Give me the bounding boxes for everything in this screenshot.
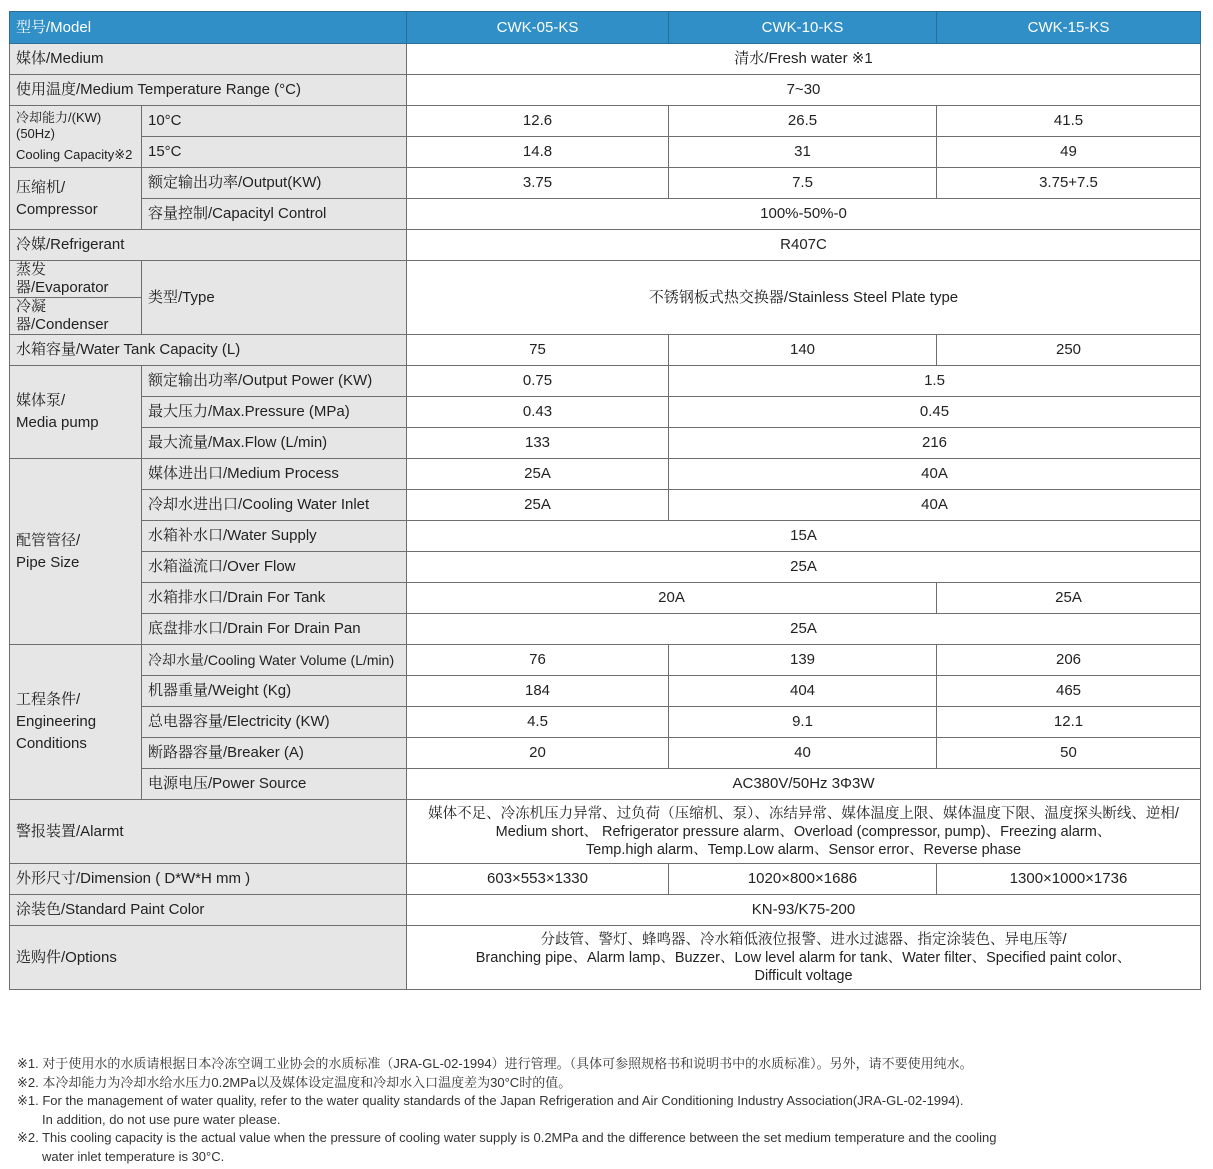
row-paint xyxy=(10,895,1201,926)
eng-label-en1: Engineering xyxy=(16,713,97,730)
eng-sub-weight: 机器重量/Weight (Kg) xyxy=(142,676,407,707)
header-model-1: CWK-05-KS xyxy=(407,12,669,44)
refrigerant-label: 冷媒/Refrigerant xyxy=(10,230,407,261)
row-eng-weight xyxy=(10,676,1201,707)
pump-pressure-m23: 0.45 xyxy=(669,397,1201,428)
pipe-drain-tank-m12: 20A xyxy=(407,583,937,614)
paint-value: KN-93/K75-200 xyxy=(407,895,1201,926)
row-options xyxy=(10,926,1201,990)
eng-electricity-m1: 4.5 xyxy=(407,707,669,738)
note-1-en: ※1. For the management of water quality, refer to the water quality standards of the Japan Refrigeration and Air Conditioning Industry Association(JRA-GL-02-1994). xyxy=(17,1093,964,1108)
eng-label xyxy=(10,645,142,800)
pipe-sub-overflow: 水箱溢流口/Over Flow xyxy=(142,552,407,583)
header-model: 型号/Model xyxy=(10,12,407,44)
note-2-en: ※2. This cooling capacity is the actual value when the pressure of cooling water supply is 0.2MPa and the difference between the set medium temperature and the cooling xyxy=(17,1130,997,1145)
cooling-10-m1: 12.6 xyxy=(407,106,669,137)
cooling-sub-10: 10°C xyxy=(142,106,407,137)
cooling-15-m1: 14.8 xyxy=(407,137,669,168)
pump-output-m1: 0.75 xyxy=(407,366,669,397)
pipe-drain-pan-value: 25A xyxy=(407,614,1201,645)
row-refrigerant xyxy=(10,230,1201,261)
eng-water-m3: 206 xyxy=(937,645,1201,676)
pump-sub-output: 额定输出功率/Output Power (KW) xyxy=(142,366,407,397)
compressor-sub-output: 额定输出功率/Output(KW) xyxy=(142,168,407,199)
row-medium xyxy=(10,44,1201,75)
pipe-overflow-value: 25A xyxy=(407,552,1201,583)
dimension-m2: 1020×800×1686 xyxy=(669,864,937,895)
cooling-label-en: Cooling Capacity※2 xyxy=(16,147,133,163)
row-pipe-drain-pan xyxy=(10,614,1201,645)
header-row xyxy=(10,12,1201,44)
row-pump-output xyxy=(10,366,1201,397)
cooling-15-m2: 31 xyxy=(669,137,937,168)
condenser-label: 冷凝器/Condenser xyxy=(10,298,142,335)
header-model-3: CWK-15-KS xyxy=(937,12,1201,44)
pipe-medium-m1: 25A xyxy=(407,459,669,490)
eng-breaker-m2: 40 xyxy=(669,738,937,769)
pump-sub-flow: 最大流量/Max.Flow (L/min) xyxy=(142,428,407,459)
row-eng-breaker xyxy=(10,738,1201,769)
cooling-label-cn: 冷却能力/(KW)(50Hz) xyxy=(16,110,102,141)
eng-weight-m2: 404 xyxy=(669,676,937,707)
pipe-cooling-m1: 25A xyxy=(407,490,669,521)
eng-label-en2: Conditions xyxy=(16,735,87,752)
pipe-sub-drain-pan: 底盘排水口/Drain For Drain Pan xyxy=(142,614,407,645)
row-eng-water xyxy=(10,645,1201,676)
tank-m2: 140 xyxy=(669,335,937,366)
tank-m3: 250 xyxy=(937,335,1201,366)
row-tank xyxy=(10,335,1201,366)
eng-weight-m3: 465 xyxy=(937,676,1201,707)
eng-power-value: AC380V/50Hz 3Φ3W xyxy=(407,769,1201,800)
alarm-label: 警报装置/Alarmt xyxy=(10,800,407,864)
row-pump-pressure xyxy=(10,397,1201,428)
refrigerant-value: R407C xyxy=(407,230,1201,261)
pipe-label-cn: 配管管径/ xyxy=(16,531,81,549)
row-pump-flow xyxy=(10,428,1201,459)
cooling-10-m3: 41.5 xyxy=(937,106,1201,137)
compressor-label-en: Compressor xyxy=(16,200,98,218)
pipe-drain-tank-m3: 25A xyxy=(937,583,1201,614)
tank-m1: 75 xyxy=(407,335,669,366)
row-pipe-overflow xyxy=(10,552,1201,583)
compressor-sub-control: 容量控制/Capacityl Control xyxy=(142,199,407,230)
medium-label: 媒体/Medium xyxy=(10,44,407,75)
eng-sub-power: 电源电压/Power Source xyxy=(142,769,407,800)
eng-breaker-m1: 20 xyxy=(407,738,669,769)
dimension-m1: 603×553×1330 xyxy=(407,864,669,895)
exchanger-value: 不锈钢板式热交换器/Stainless Steel Plate type xyxy=(407,261,1201,335)
compressor-output-m1: 3.75 xyxy=(407,168,669,199)
pump-label xyxy=(10,366,142,459)
row-compressor-control xyxy=(10,199,1201,230)
eng-label-cn: 工程条件/ xyxy=(16,691,81,708)
alarm-value xyxy=(407,800,1201,864)
spec-table xyxy=(9,11,1201,990)
eng-water-m1: 76 xyxy=(407,645,669,676)
eng-breaker-m3: 50 xyxy=(937,738,1201,769)
alarm-line-2: Medium short、 Refrigerator pressure alarm、Overload (compressor, pump)、Freezing alarm、 xyxy=(495,823,1112,840)
row-eng-electricity xyxy=(10,707,1201,738)
medium-value: 清水/Fresh water ※1 xyxy=(407,44,1201,75)
alarm-line-1: 媒体不足、冷冻机压力异常、过负荷（压缩机、泵）、冻结异常、媒体温度上限、媒体温度下限、温度探头断线、逆相/ xyxy=(428,805,1179,822)
footnotes xyxy=(17,1055,1197,1166)
options-label: 选购件/Options xyxy=(10,926,407,990)
pump-label-en: Media pump xyxy=(16,414,99,431)
note-2-en-cont: water inlet temperature is 30°C. xyxy=(42,1148,225,1164)
row-pipe-drain-tank xyxy=(10,583,1201,614)
row-cooling-15 xyxy=(10,137,1201,168)
row-pipe-cooling xyxy=(10,490,1201,521)
compressor-control-value: 100%-50%-0 xyxy=(407,199,1201,230)
cooling-15-m3: 49 xyxy=(937,137,1201,168)
pipe-sub-drain-tank: 水箱排水口/Drain For Tank xyxy=(142,583,407,614)
row-alarm xyxy=(10,800,1201,864)
temp-label: 使用温度/Medium Temperature Range (°C) xyxy=(10,75,407,106)
pump-flow-m23: 216 xyxy=(669,428,1201,459)
eng-electricity-m3: 12.1 xyxy=(937,707,1201,738)
eng-sub-electricity: 总电器容量/Electricity (KW) xyxy=(142,707,407,738)
paint-label: 涂装色/Standard Paint Color xyxy=(10,895,407,926)
pipe-supply-value: 15A xyxy=(407,521,1201,552)
cooling-sub-15: 15°C xyxy=(142,137,407,168)
dimension-label: 外形尺寸/Dimension ( D*W*H mm ) xyxy=(10,864,407,895)
pump-flow-m1: 133 xyxy=(407,428,669,459)
pump-output-m23: 1.5 xyxy=(669,366,1201,397)
pipe-sub-supply: 水箱补水口/Water Supply xyxy=(142,521,407,552)
compressor-label-cn: 压缩机/ xyxy=(16,178,66,196)
row-cooling-10 xyxy=(10,106,1201,137)
row-eng-power xyxy=(10,769,1201,800)
row-dimension xyxy=(10,864,1201,895)
alarm-line-3: Temp.high alarm、Temp.Low alarm、Sensor error、Reverse phase xyxy=(585,841,1022,858)
temp-value: 7~30 xyxy=(407,75,1201,106)
pipe-label xyxy=(10,459,142,645)
eng-weight-m1: 184 xyxy=(407,676,669,707)
row-temp xyxy=(10,75,1201,106)
pipe-label-en: Pipe Size xyxy=(16,553,80,571)
pipe-sub-cooling: 冷却水进出口/Cooling Water Inlet xyxy=(142,490,407,521)
eng-sub-water: 冷却水量/Cooling Water Volume (L/min) xyxy=(142,645,407,676)
exchanger-sub: 类型/Type xyxy=(142,261,407,335)
options-line-2: Branching pipe、Alarm lamp、Buzzer、Low level alarm for tank、Water filter、Specified paint color、 xyxy=(475,949,1132,966)
header-model-2: CWK-10-KS xyxy=(669,12,937,44)
pipe-medium-m23: 40A xyxy=(669,459,1201,490)
pump-pressure-m1: 0.43 xyxy=(407,397,669,428)
pipe-sub-medium: 媒体进出口/Medium Process xyxy=(142,459,407,490)
cooling-10-m2: 26.5 xyxy=(669,106,937,137)
row-pipe-supply xyxy=(10,521,1201,552)
row-compressor-output xyxy=(10,168,1201,199)
options-line-3: Difficult voltage xyxy=(754,967,853,984)
evaporator-label: 蒸发器/Evaporator xyxy=(10,261,142,298)
options-line-1: 分歧管、警灯、蜂鸣器、冷水箱低液位报警、进水过滤器、指定涂装色、异电压等/ xyxy=(540,931,1067,948)
eng-water-m2: 139 xyxy=(669,645,937,676)
note-2-cn: ※2. 本冷却能力为冷却水给水压力0.2MPa以及媒体设定温度和冷却水入口温度差为30°C时的值。 xyxy=(17,1074,572,1090)
note-1-cn: ※1. 对于使用水的水质请根据日本冷冻空调工业协会的水质标准（JRA-GL-02-1994）进行管理。（具体可参照规格书和说明书中的水质标准）。另外，请不要使用纯水。 xyxy=(17,1056,973,1071)
eng-electricity-m2: 9.1 xyxy=(669,707,937,738)
pump-sub-pressure: 最大压力/Max.Pressure (MPa) xyxy=(142,397,407,428)
compressor-output-m2: 7.5 xyxy=(669,168,937,199)
eng-sub-breaker: 断路器容量/Breaker (A) xyxy=(142,738,407,769)
note-1-en-cont: In addition, do not use pure water please. xyxy=(42,1111,281,1127)
tank-label: 水箱容量/Water Tank Capacity (L) xyxy=(10,335,407,366)
cooling-label xyxy=(10,106,142,168)
pump-label-cn: 媒体泵/ xyxy=(16,392,66,409)
row-evaporator xyxy=(10,261,1201,298)
compressor-label xyxy=(10,168,142,230)
row-pipe-medium xyxy=(10,459,1201,490)
options-value xyxy=(407,926,1201,990)
pipe-cooling-m23: 40A xyxy=(669,490,1201,521)
compressor-output-m3: 3.75+7.5 xyxy=(937,168,1201,199)
dimension-m3: 1300×1000×1736 xyxy=(937,864,1201,895)
